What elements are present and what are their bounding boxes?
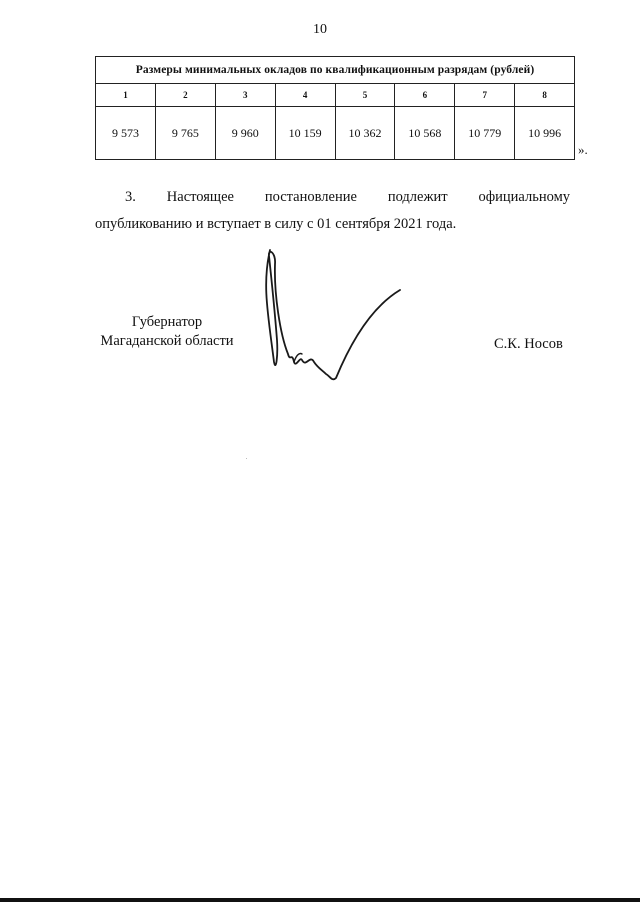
scan-speck [246, 458, 247, 459]
signer-title [92, 313, 242, 351]
signer-name: С.К. Носов [494, 336, 563, 352]
paragraph-word: постановление [264, 189, 357, 205]
paragraph-line-2: опубликованию и вступает в силу с 01 сентября 2021 года. [95, 216, 457, 232]
value-cell: 9 573 [96, 107, 156, 160]
grade-cell: 3 [215, 84, 275, 107]
table-header-row [96, 57, 575, 84]
salary-table [95, 56, 575, 160]
paragraph-word: официальному [478, 189, 570, 205]
grades-row [96, 84, 575, 107]
value-cell: 10 568 [395, 107, 455, 160]
grade-cell: 1 [96, 84, 156, 107]
value-cell: 10 996 [515, 107, 575, 160]
grade-cell: 5 [335, 84, 395, 107]
values-row [96, 107, 575, 160]
value-cell: 9 960 [215, 107, 275, 160]
paragraph-3 [95, 184, 570, 238]
paragraph-word: подлежит [387, 189, 448, 205]
paragraph-number: 3. [125, 189, 136, 205]
paragraph-word: Настоящее [166, 189, 234, 205]
grade-cell: 8 [515, 84, 575, 107]
value-cell: 10 779 [455, 107, 515, 160]
page-number: 10 [313, 22, 327, 37]
table-title: Размеры минимальных окладов по квалификационным разрядам (рублей) [96, 57, 575, 84]
handwritten-signature [258, 244, 408, 394]
grade-cell: 2 [155, 84, 215, 107]
signer-title-line-1: Губернатор [131, 314, 203, 330]
grade-cell: 4 [275, 84, 335, 107]
value-cell: 9 765 [155, 107, 215, 160]
value-cell: 10 362 [335, 107, 395, 160]
closing-quote: ». [578, 142, 588, 157]
bottom-scan-border [0, 898, 640, 902]
signer-title-line-2: Магаданской области [100, 333, 234, 349]
paragraph-line-1 [95, 184, 570, 211]
value-cell: 10 159 [275, 107, 335, 160]
grade-cell: 7 [455, 84, 515, 107]
grade-cell: 6 [395, 84, 455, 107]
